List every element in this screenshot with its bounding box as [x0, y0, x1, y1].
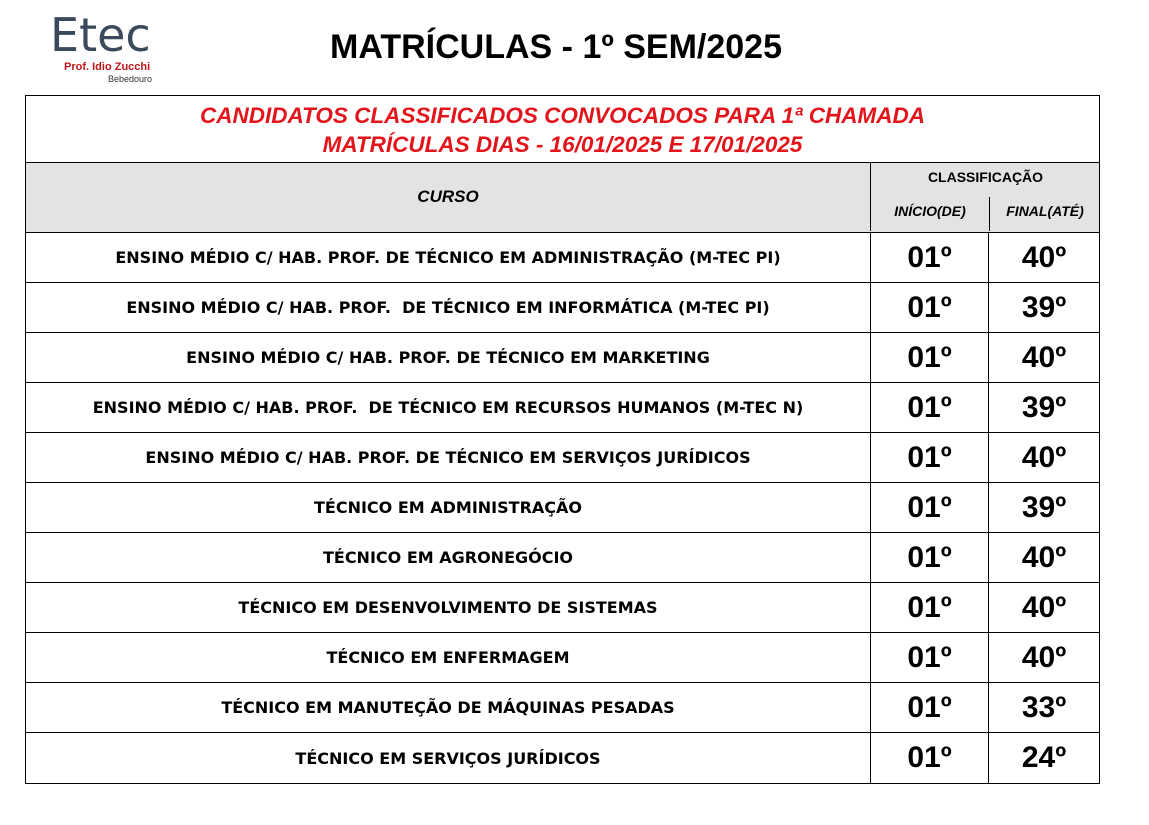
header-classificacao-group [870, 163, 1099, 231]
table-row [26, 483, 1099, 533]
logo-school: Prof. Idio Zucchi [64, 61, 151, 73]
table-row [26, 233, 1099, 283]
rank-end: 33º [988, 683, 1099, 732]
rank-end: 39º [988, 483, 1099, 532]
course-name: ENSINO MÉDIO C/ HAB. PROF. DE TÉCNICO EM SERVIÇOS JURÍDICOS [145, 448, 751, 467]
logo-city: Bebedouro [108, 74, 153, 84]
header-final: FINAL(ATÉ) [989, 197, 1100, 231]
rank-start: 01º [870, 233, 988, 282]
rank-start: 01º [870, 283, 988, 332]
table-row [26, 333, 1099, 383]
rank-start: 01º [870, 383, 988, 432]
table-row [26, 533, 1099, 583]
convocation-banner [26, 96, 1099, 163]
rank-end: 39º [988, 383, 1099, 432]
rank-start: 01º [870, 733, 988, 783]
rank-end: 40º [988, 583, 1099, 632]
rank-start: 01º [870, 633, 988, 682]
course-name: TÉCNICO EM MANUTEÇÃO DE MÁQUINAS PESADAS [221, 698, 675, 717]
rank-end: 39º [988, 283, 1099, 332]
rank-start: 01º [870, 333, 988, 382]
table-row [26, 383, 1099, 433]
etec-logo [50, 10, 180, 90]
table-body [26, 233, 1099, 783]
rank-end: 40º [988, 433, 1099, 482]
table-row [26, 733, 1099, 783]
rank-start: 01º [870, 583, 988, 632]
rank-end: 24º [988, 733, 1099, 783]
rank-end: 40º [988, 533, 1099, 582]
course-name: TÉCNICO EM DESENVOLVIMENTO DE SISTEMAS [238, 598, 658, 617]
header-inicio: INÍCIO(DE) [894, 203, 966, 219]
logo-name: Etec [50, 8, 151, 62]
table-header [26, 163, 1099, 233]
header-classificacao: CLASSIFICAÇÃO [927, 169, 1044, 185]
course-name: ENSINO MÉDIO C/ HAB. PROF. DE TÉCNICO EM INFORMÁTICA (M-TEC PI) [126, 298, 770, 317]
rank-start: 01º [870, 533, 988, 582]
table-row [26, 633, 1099, 683]
header-curso: CURSO [417, 187, 479, 206]
course-name: ENSINO MÉDIO C/ HAB. PROF. DE TÉCNICO EM RECURSOS HUMANOS (M-TEC N) [92, 398, 804, 417]
rank-start: 01º [870, 483, 988, 532]
rank-end: 40º [988, 333, 1099, 382]
table-row [26, 683, 1099, 733]
course-name: TÉCNICO EM SERVIÇOS JURÍDICOS [295, 748, 601, 768]
enrollment-table [25, 95, 1100, 784]
rank-start: 01º [870, 433, 988, 482]
rank-end: 40º [988, 233, 1099, 282]
course-name: ENSINO MÉDIO C/ HAB. PROF. DE TÉCNICO EM ADMINISTRAÇÃO (M-TEC PI) [115, 248, 781, 267]
banner-line-1: CANDIDATOS CLASSIFICADOS CONVOCADOS PARA 1ª CHAMADA [199, 103, 926, 128]
rank-start: 01º [870, 683, 988, 732]
table-row [26, 283, 1099, 333]
table-row [26, 583, 1099, 633]
course-name: TÉCNICO EM ADMINISTRAÇÃO [313, 498, 582, 517]
course-name: TÉCNICO EM ENFERMAGEM [326, 648, 570, 667]
rank-end: 40º [988, 633, 1099, 682]
page-title: MATRÍCULAS - 1º SEM/2025 [330, 28, 782, 66]
course-name: ENSINO MÉDIO C/ HAB. PROF. DE TÉCNICO EM MARKETING [186, 348, 710, 367]
table-row [26, 433, 1099, 483]
course-name: TÉCNICO EM AGRONEGÓCIO [322, 548, 574, 567]
banner-line-2: MATRÍCULAS DIAS - 16/01/2025 E 17/01/2025 [322, 132, 803, 157]
